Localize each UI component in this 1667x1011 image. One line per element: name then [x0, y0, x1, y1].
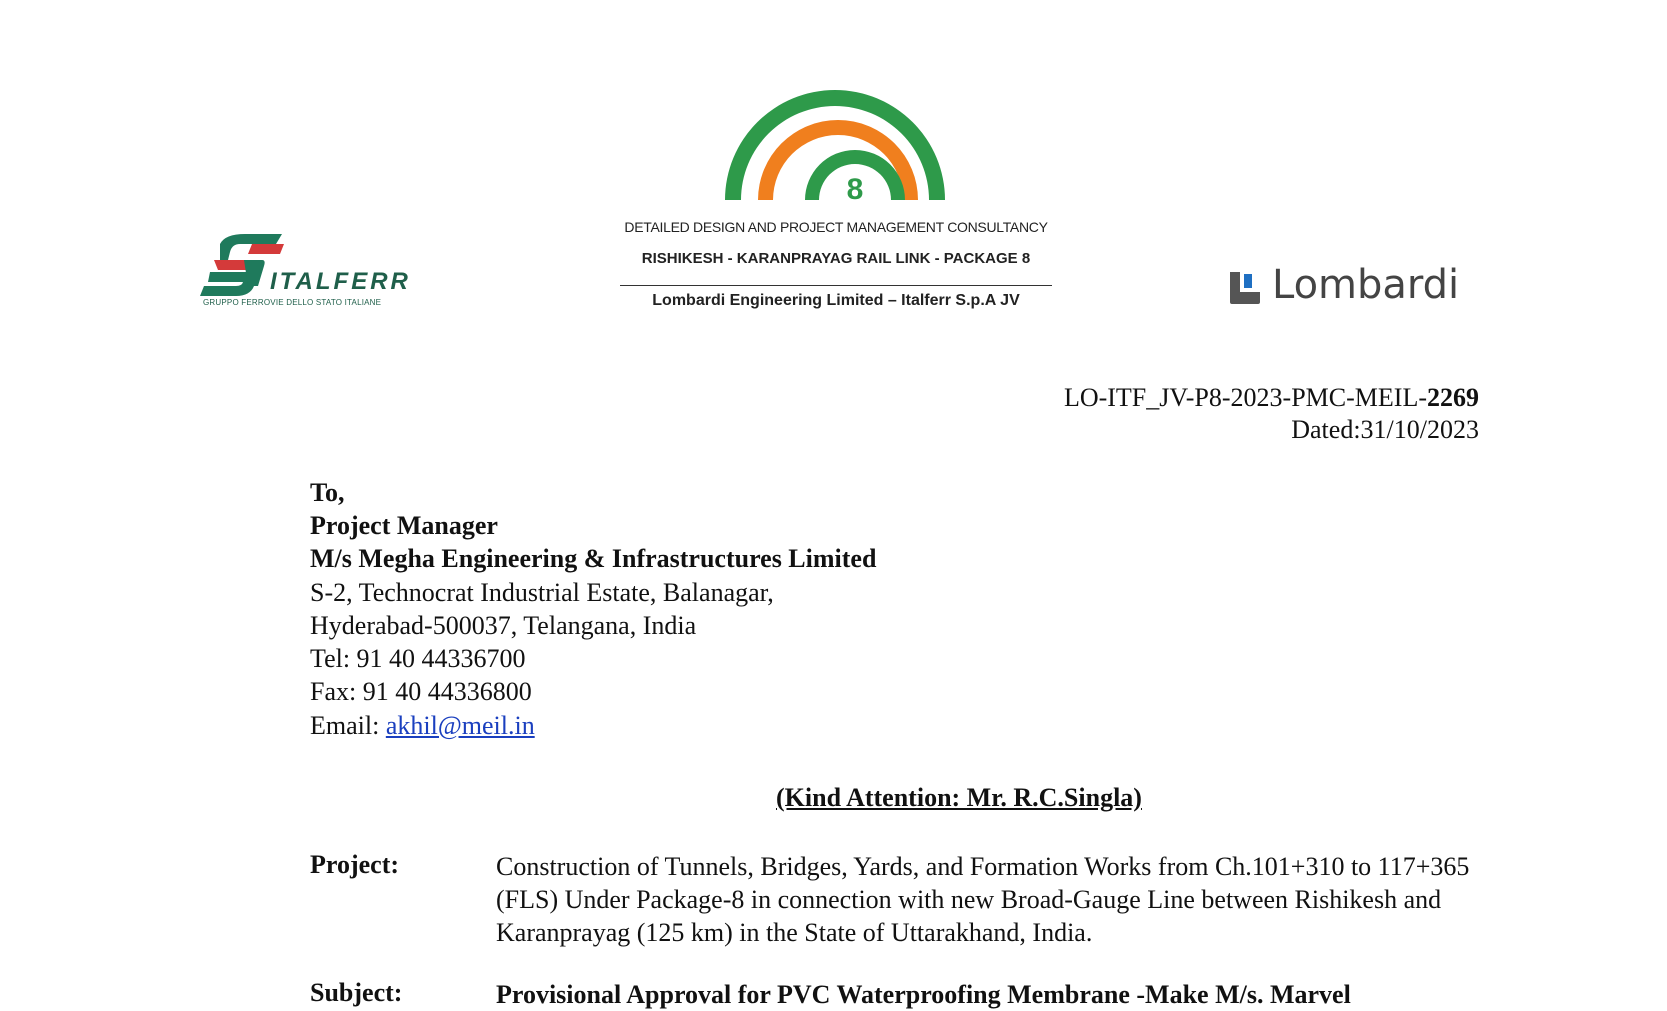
- jv-name: Lombardi Engineering Limited – Italferr S.p.A JV: [652, 292, 1020, 309]
- lombardi-logo-icon: [1228, 270, 1264, 306]
- recipient-designation: Project Manager: [310, 511, 498, 540]
- address-line-2: Hyderabad-500037, Telangana, India: [310, 611, 697, 640]
- reference-number: LO-ITF_JV-P8-2023-PMC-MEIL-2269: [1063, 383, 1479, 412]
- email-line: Email: akhil@meil.in: [310, 711, 535, 740]
- address-line-1: S-2, Technocrat Industrial Estate, Balanagar,: [310, 578, 774, 607]
- subject-text: Provisional Approval for PVC Waterproofing Membrane -Make M/s. Marvel: [496, 980, 1351, 1009]
- fax: Fax: 91 40 44336800: [310, 677, 532, 706]
- italferr-tagline: GRUPPO FERROVIE DELLO STATO ITALIANE: [203, 298, 382, 307]
- consultancy-title: DETAILED DESIGN AND PROJECT MANAGEMENT CONSULTANCY: [624, 219, 1048, 235]
- italferr-wordmark: ITALFERR: [270, 268, 411, 295]
- telephone: Tel: 91 40 44336700: [310, 644, 526, 673]
- rail-link-title: RISHIKESH - KARANPRAYAG RAIL LINK - PACKAGE 8: [641, 250, 1031, 267]
- recipient-company: M/s Megha Engineering & Infrastructures Limited: [310, 544, 877, 573]
- salutation-to: To,: [310, 478, 345, 507]
- letter-date: Dated:31/10/2023: [1291, 415, 1479, 444]
- project-arch-logo: [715, 75, 955, 205]
- email-link[interactable]: akhil@meil.in: [385, 711, 535, 740]
- subject-label: Subject:: [310, 978, 403, 1007]
- package-number: 8: [846, 173, 864, 205]
- project-description: Construction of Tunnels, Bridges, Yards, and Formation Works from Ch.101+310 to 117+365 (FLS) Under Package-8 in connection with new Broad-Gauge Line between Rishikesh and Karanprayag (125 km) in the State of Uttarakhand, India.: [496, 852, 1470, 947]
- kind-attention: (Kind Attention: Mr. R.C.Singla): [776, 783, 1142, 812]
- lombardi-wordmark: Lombardi: [1272, 262, 1460, 308]
- header-divider: [620, 285, 1052, 286]
- project-label: Project:: [310, 850, 400, 879]
